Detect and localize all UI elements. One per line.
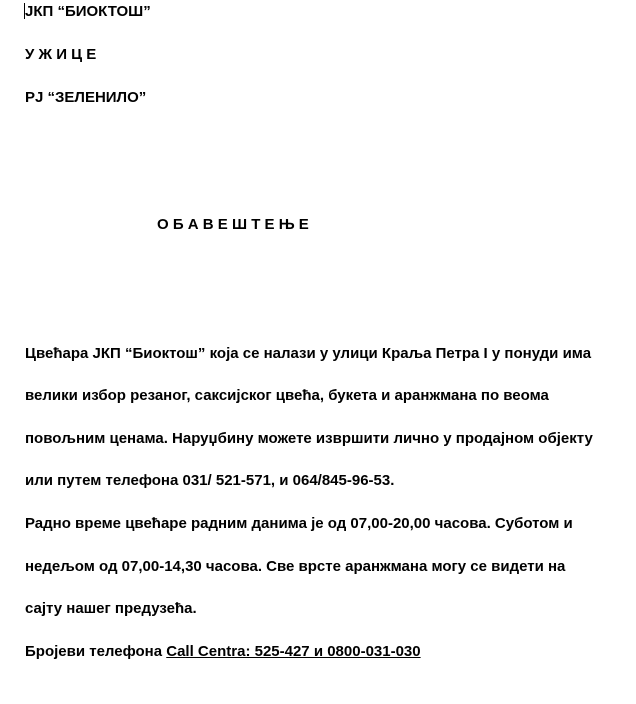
call-centre-link[interactable]: Call Centra: 525-427 и 0800-031-030: [166, 643, 421, 660]
phones-label: Бројеви телефона: [25, 643, 167, 660]
organization-name: ЈКП “БИОКТОШ”: [25, 3, 151, 20]
body-line-6: недељом од 07,00-14,30 часова. Све врсте аранжмана могу се видети на: [25, 558, 566, 575]
phones-line: [25, 643, 421, 661]
body-line-7: сајту нашег предузећа.: [25, 600, 197, 617]
body-line-2: велики избор резаног, саксијског цвећа, букета и аранжмана по веома: [25, 387, 549, 404]
city-name: У Ж И Ц Е: [25, 46, 97, 63]
notice-title: О Б А В Е Ш Т Е Њ Е: [157, 216, 309, 233]
body-line-3: повољним ценама. Наруџбину можете извршити лично у продајном објекту: [25, 430, 593, 447]
unit-name: РЈ “ЗЕЛЕНИЛО”: [25, 89, 147, 106]
body-line-1: Цвећара ЈКП “Биоктош” која се налази у улици Краља Петра I у понуди има: [25, 345, 592, 362]
body-line-4: или путем телефона 031/ 521-571, и 064/845-96-53.: [25, 472, 395, 489]
body-line-5: Радно време цвећаре радним данима је од 07,00-20,00 часова. Суботом и: [25, 515, 573, 532]
